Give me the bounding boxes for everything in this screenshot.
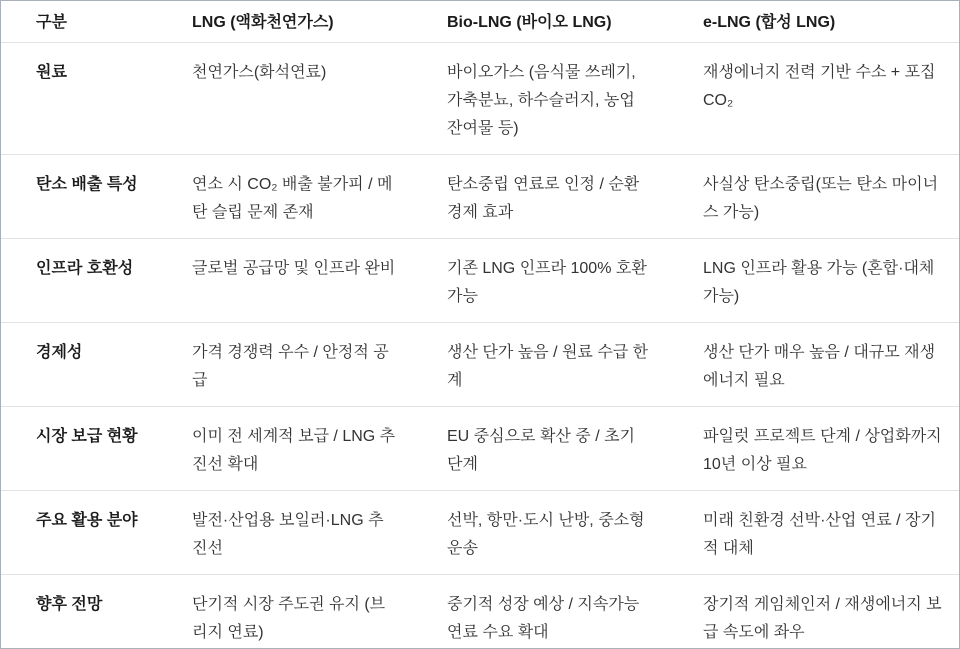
data-cell: EU 중심으로 확산 중 / 초기 단계	[447, 428, 636, 473]
data-cell: 사실상 탄소중립(또는 탄소 마이너스 가능)	[703, 176, 939, 221]
data-cell: 단기적 시장 주도권 유지 (브리지 연료)	[192, 596, 386, 641]
data-cell: 미래 친환경 선박·산업 연료 / 장기적 대체	[703, 512, 936, 557]
header-row	[1, 1, 959, 43]
data-cell: 천연가스(화석연료)	[192, 64, 327, 81]
column-header-lng: LNG (액화천연가스)	[192, 14, 334, 31]
row-label: 인프라 호환성	[36, 260, 134, 277]
data-cell: 재생에너지 전력 기반 수소 + 포집 CO₂	[703, 64, 936, 109]
data-cell: 발전·산업용 보일러·LNG 추진선	[192, 512, 384, 557]
column-header-category: 구분	[36, 14, 67, 31]
data-cell: 생산 단가 매우 높음 / 대규모 재생에너지 필요	[703, 344, 936, 389]
data-cell: 바이오가스 (음식물 쓰레기, 가축분뇨, 하수슬러지, 농업 잔여물 등)	[447, 64, 636, 137]
table-row-feedstock	[1, 43, 959, 155]
data-cell: 이미 전 세계적 보급 / LNG 추진선 확대	[192, 428, 396, 473]
data-cell: 생산 단가 높음 / 원료 수급 한계	[447, 344, 649, 389]
row-label: 주요 활용 분야	[36, 512, 138, 529]
table-row-main-applications	[1, 491, 959, 575]
data-cell: 중기적 성장 예상 / 지속가능 연료 수요 확대	[447, 596, 640, 641]
row-label: 경제성	[36, 344, 83, 361]
data-cell: 가격 경쟁력 우수 / 안정적 공급	[192, 344, 389, 389]
data-cell: 선박, 항만·도시 난방, 중소형 운송	[447, 512, 645, 557]
data-cell: 장기적 게임체인저 / 재생에너지 보급 속도에 좌우	[703, 596, 942, 641]
data-cell: 기존 LNG 인프라 100% 호환 가능	[447, 260, 647, 305]
data-cell: LNG 인프라 활용 가능 (혼합·대체 가능)	[703, 260, 935, 305]
table-row-economics	[1, 323, 959, 407]
data-cell: 글로벌 공급망 및 인프라 완비	[192, 260, 396, 277]
column-header-e-lng: e-LNG (합성 LNG)	[703, 14, 836, 31]
column-header-bio-lng: Bio-LNG (바이오 LNG)	[447, 14, 612, 31]
table-row-market-adoption	[1, 407, 959, 491]
table-row-future-outlook	[1, 575, 959, 649]
row-label: 향후 전망	[36, 596, 103, 613]
row-label: 탄소 배출 특성	[36, 176, 138, 193]
data-cell: 탄소중립 연료로 인정 / 순환 경제 효과	[447, 176, 640, 221]
table-row-carbon-emission	[1, 155, 959, 239]
row-label: 시장 보급 현황	[36, 428, 138, 445]
data-cell: 연소 시 CO₂ 배출 불가피 / 메탄 슬립 문제 존재	[192, 176, 393, 221]
row-label: 원료	[36, 64, 67, 81]
data-cell: 파일럿 프로젝트 단계 / 상업화까지 10년 이상 필요	[703, 428, 942, 473]
table-row-infrastructure	[1, 239, 959, 323]
